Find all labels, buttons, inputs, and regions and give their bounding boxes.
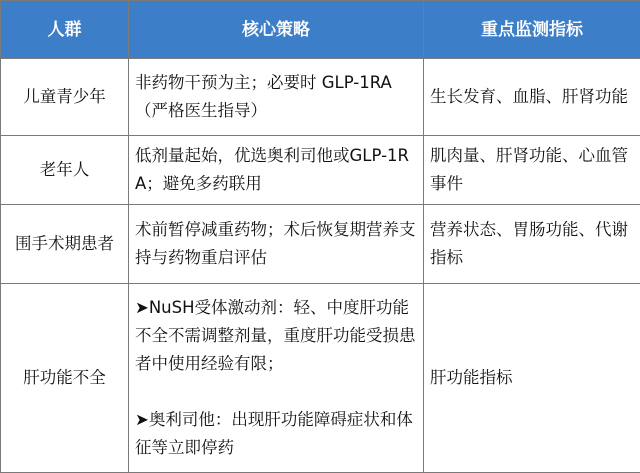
strategy-cell: 低剂量起始，优选奥利司他或GLP-1RA；避免多药联用 [129, 136, 424, 205]
table-row [1, 205, 640, 284]
header-row [1, 1, 640, 59]
header-strategy: 核心策略 [129, 1, 424, 59]
header-monitoring: 重点监测指标 [424, 1, 640, 59]
group-cell: 围手术期患者 [1, 205, 129, 284]
strategy-cell: 术前暂停减重药物；术后恢复期营养支持与药物重启评估 [129, 205, 424, 284]
monitoring-cell: 肝功能指标 [424, 284, 640, 473]
table-row [1, 284, 640, 473]
table-row [1, 59, 640, 136]
strategy-point: ➤NuSH受体激动剂：轻、中度肝功能不全不需调整剂量，重度肝功能受损患者中使用经验有限； [135, 294, 419, 378]
monitoring-cell: 生长发育、血脂、肝肾功能 [424, 59, 640, 136]
table-row [1, 136, 640, 205]
group-cell: 儿童青少年 [1, 59, 129, 136]
strategy-cell: 非药物干预为主；必要时 GLP-1RA（严格医生指导） [129, 59, 424, 136]
monitoring-cell: 营养状态、胃肠功能、代谢指标 [424, 205, 640, 284]
header-group: 人群 [1, 1, 129, 59]
paragraph-spacer [135, 378, 419, 406]
strategy-point: ➤奥利司他：出现肝功能障碍症状和体征等立即停药 [135, 406, 419, 462]
group-cell: 老年人 [1, 136, 129, 205]
strategy-cell [129, 284, 424, 473]
group-cell: 肝功能不全 [1, 284, 129, 473]
monitoring-cell: 肌肉量、肝肾功能、心血管事件 [424, 136, 640, 205]
